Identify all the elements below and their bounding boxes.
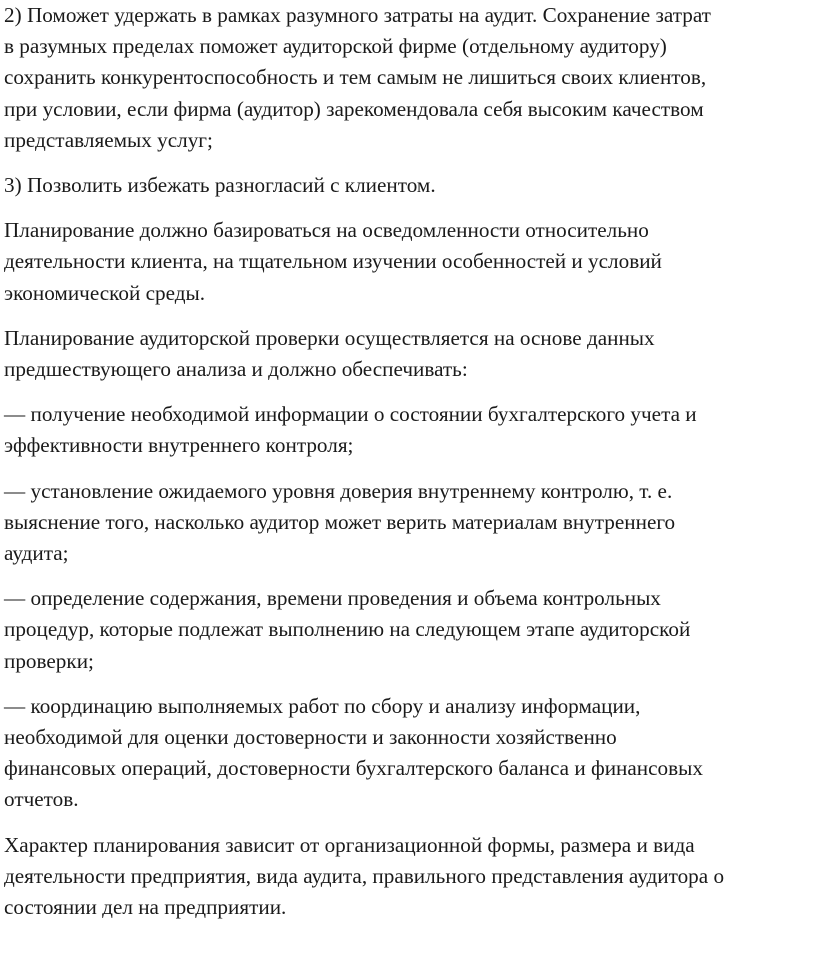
paragraph-planning-process [4, 323, 814, 385]
text-line: — определение содержания, времени проведения и объема контрольных [4, 586, 661, 611]
text-line: при условии, если фирма (аудитор) зарекомендовала себя высоким качеством [4, 96, 704, 121]
list-item-information [4, 399, 814, 461]
text-line: выяснение того, насколько аудитор может верить материалам внутреннего [4, 509, 676, 534]
text-line: представляемых услуг; [4, 127, 213, 152]
text-line: процедур, которые подлежат выполнению на следующем этапе аудиторской [4, 617, 691, 642]
text-line: 2) Поможет удержать в рамках разумного затраты на аудит. Сохранение затрат [4, 3, 711, 27]
text-line: аудита; [4, 541, 69, 566]
text-line: проверки; [4, 648, 94, 673]
text-line: финансовых операций, достоверности бухгалтерского баланса и финансовых [4, 756, 703, 781]
text-line: необходимой для оценки достоверности и законности хозяйственно [4, 725, 617, 750]
document-body [4, 0, 814, 937]
text-line: эффективности внутреннего контроля; [4, 433, 354, 458]
text-line: состоянии дел на предприятии. [4, 895, 287, 920]
text-line: отчетов. [4, 787, 79, 812]
text-line: — получение необходимой информации о состоянии бухгалтерского учета и [4, 402, 697, 427]
text-line: экономической среды. [4, 280, 206, 305]
text-line: Планирование должно базироваться на осведомленности относительно [4, 218, 649, 243]
text-line: деятельности клиента, на тщательном изучении особенностей и условий [4, 249, 662, 274]
paragraph-avoid-disagreements [4, 170, 814, 201]
list-item-trust-level [4, 476, 814, 570]
paragraph-planning-character [4, 830, 814, 924]
text-line: деятельности предприятия, вида аудита, правильного представления аудитора о [4, 863, 725, 888]
text-line: Планирование аудиторской проверки осуществляется на основе данных [4, 325, 655, 350]
text-line: — координацию выполняемых работ по сбору и анализу информации, [4, 693, 641, 718]
list-item-coordination [4, 691, 814, 816]
text-line: сохранить конкурентоспособность и тем самым не лишиться своих клиентов, [4, 65, 707, 90]
text-line: — установление ожидаемого уровня доверия внутреннему контролю, т. е. [4, 478, 673, 503]
text-line: предшествующего анализа и должно обеспечивать: [4, 357, 468, 382]
text-line: 3) Позволить избежать разногласий с клиентом. [4, 173, 436, 198]
paragraph-planning-basis [4, 215, 814, 309]
text-line: Характер планирования зависит от организационной формы, размера и вида [4, 832, 695, 857]
list-item-procedures [4, 583, 814, 677]
text-line: в разумных пределах поможет аудиторской фирме (отдельному аудитору) [4, 34, 667, 59]
paragraph-cost-control [4, 0, 814, 156]
